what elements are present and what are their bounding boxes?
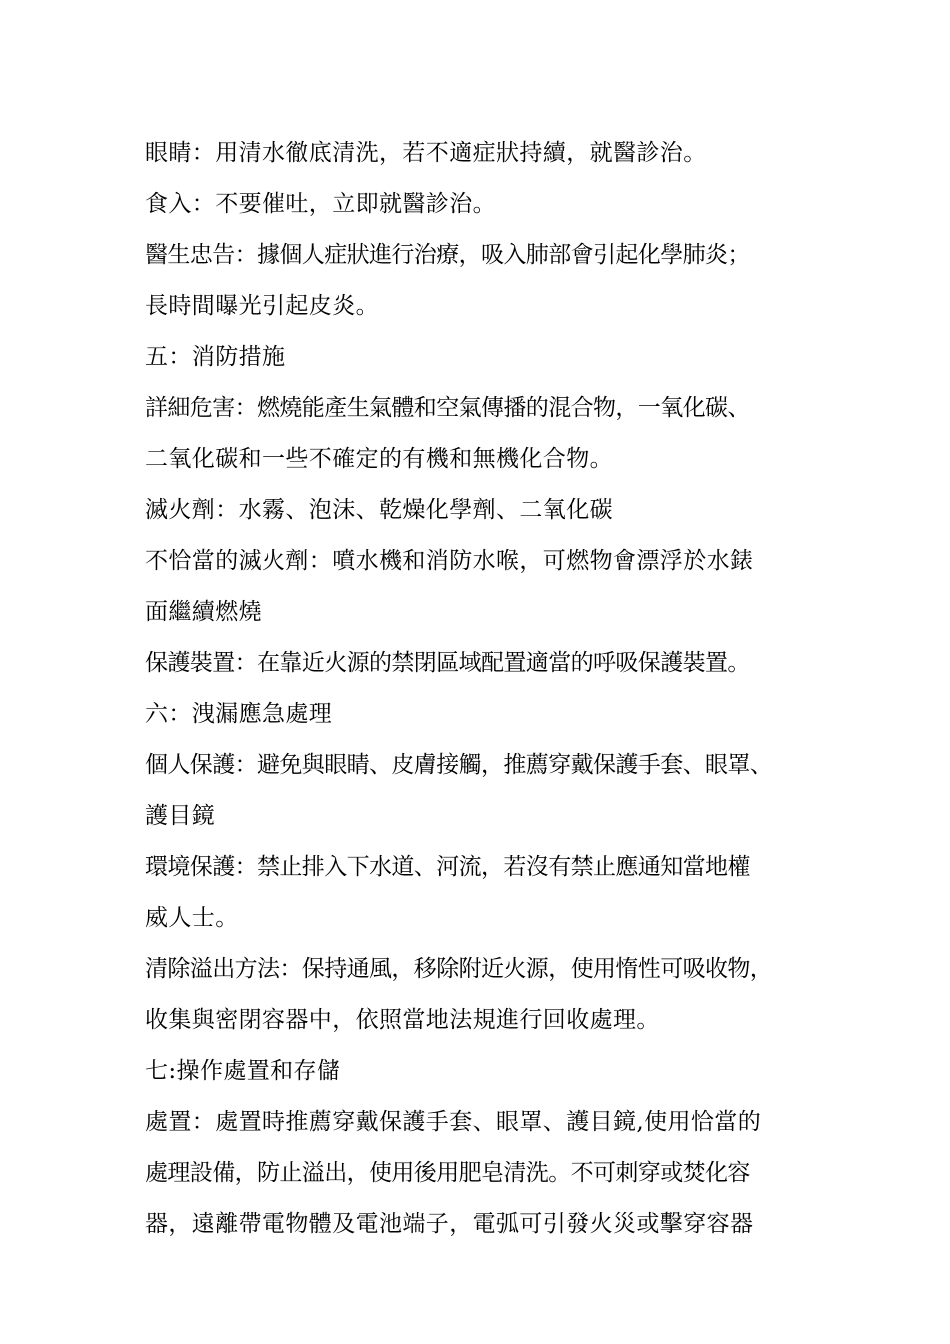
text-line-environmental-protection-cont: 威人士。 xyxy=(145,905,239,931)
text-line-doctor-advice-cont: 長時間曝光引起皮炎。 xyxy=(145,293,379,319)
text-line-personal-protection: 個人保護：避免與眼睛、皮膚接觸，推薦穿戴保護手套、眼罩、 xyxy=(145,752,773,778)
section-heading-accidental-release: 六：洩漏應急處理 xyxy=(145,701,333,727)
text-line-handling: 處置：處置時推薦穿戴保護手套、眼罩、護目鏡,使用恰當的 xyxy=(145,1109,762,1135)
text-line-protective-equipment: 保護裝置：在靠近火源的禁閉區域配置適當的呼吸保護裝置。 xyxy=(145,650,750,676)
text-line-eyes: 眼睛：用清水徹底清洗，若不適症狀持續，就醫診治。 xyxy=(145,140,707,166)
text-line-doctor-advice: 醫生忠告：據個人症狀進行治療，吸入肺部會引起化學肺炎； xyxy=(145,242,750,268)
text-line-unsuitable-media: 不恰當的滅火劑：噴水機和消防水喉，可燃物會漂浮於水錶 xyxy=(145,548,754,574)
section-heading-fire-fighting: 五：消防措施 xyxy=(145,344,286,370)
text-line-environmental-protection: 環境保護：禁止排入下水道、河流，若沒有禁止應通知當地權 xyxy=(145,854,750,880)
text-line-hazard-details: 詳細危害：燃燒能產生氣體和空氣傳播的混合物，一氧化碳、 xyxy=(145,395,750,421)
text-line-spill-cleanup: 清除溢出方法：保持通風，移除附近火源，使用惰性可吸收物， xyxy=(145,956,773,982)
document-body xyxy=(145,128,825,1250)
section-heading-handling-storage: 七:操作處置和存儲 xyxy=(145,1058,341,1084)
text-line-handling-cont: 處理設備，防止溢出，使用後用肥皂清洗。不可刺穿或焚化容 xyxy=(145,1160,750,1186)
text-line-ingestion: 食入：不要催吐，立即就醫診治。 xyxy=(145,191,496,217)
text-line-personal-protection-cont: 護目鏡 xyxy=(145,803,216,829)
text-line-spill-cleanup-cont: 收集與密閉容器中，依照當地法規進行回收處理。 xyxy=(145,1007,660,1033)
text-line-hazard-details-cont: 二氧化碳和一些不確定的有機和無機化合物。 xyxy=(145,446,613,472)
text-line-unsuitable-media-cont: 面繼續燃燒 xyxy=(145,599,262,625)
text-line-handling-cont-2: 器，遠離帶電物體及電池端子，電弧可引發火災或擊穿容器 xyxy=(145,1211,754,1237)
text-line-extinguishing-media: 滅火劑：水霧、泡沫、乾燥化學劑、二氧化碳 xyxy=(145,497,613,523)
